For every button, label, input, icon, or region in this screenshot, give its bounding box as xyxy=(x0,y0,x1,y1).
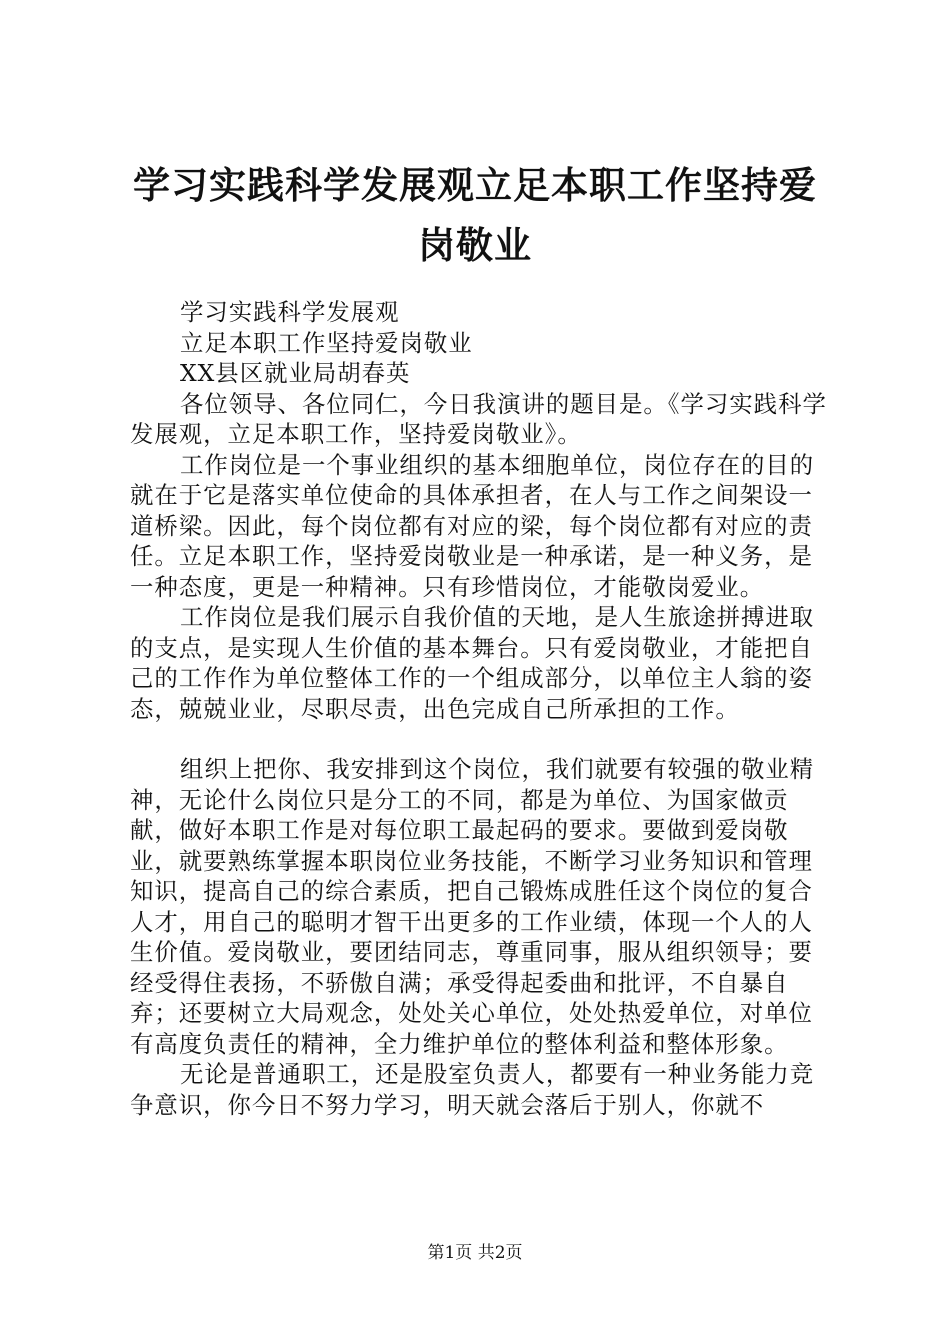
document-body xyxy=(130,297,830,1120)
header-line: 立足本职工作坚持爱岗敬业 xyxy=(180,328,473,357)
paragraph: 各位领导、各位同仁，今日我演讲的题目是。《学习实践科学发展观，立足本职工作，坚持爱岗敬业》。 xyxy=(130,389,827,448)
page-footer: 第1页 共2页 xyxy=(427,1243,523,1263)
document-title: 学习实践科学发展观立足本职工作坚持爱岗敬业 xyxy=(133,163,817,267)
paragraph: 无论是普通职工，还是股室负责人，都要有一种业务能力竞争意识，你今日不努力学习，明天就会落后于别人，你就不 xyxy=(130,1060,815,1119)
paragraph: 工作岗位是一个事业组织的基本细胞单位，岗位存在的目的就在于它是落实单位使命的具体承担者，在人与工作之间架设一道桥梁。因此，每个岗位都有对应的梁，每个岗位都有对应的责任。立足本职工作，坚持爱岗敬业是一种承诺，是一种义务，是一种态度，更是一种精神。只有珍惜岗位，才能敬岗爱业。 xyxy=(130,450,815,601)
paragraph: 组织上把你、我安排到这个岗位，我们就要有较强的敬业精神，无论什么岗位只是分工的不同，都是为单位、为国家做贡献，做好本职工作是对每位职工最起码的要求。要做到爱岗敬业，就要熟练掌握本职岗位业务技能，不断学习业务知识和管理知识，提高自己的综合素质，把自己锻炼成胜任这个岗位的复合人才，用自己的聪明才智干出更多的工作业绩，体现一个人的人生价值。爱岗敬业，要团结同志，尊重同事，服从组织领导；要经受得住表扬，不骄傲自满；承受得起委曲和批评，不自暴自弃；还要树立大局观念，处处关心单位，处处热爱单位，对单位有高度负责任的精神，全力维护单位的整体利益和整体形象。 xyxy=(130,755,815,1058)
paragraph: 工作岗位是我们展示自我价值的天地，是人生旅途拼搏进取的支点，是实现人生价值的基本舞台。只有爱岗敬业，才能把自己的工作作为单位整体工作的一个组成部分，以单位主人翁的姿态，兢兢业业，尽职尽责，出色完成自己所承担的工作。 xyxy=(130,603,815,723)
header-line: 学习实践科学发展观 xyxy=(180,298,400,326)
paragraph-gap xyxy=(130,724,830,754)
header-line: XX县区就业局胡春英 xyxy=(180,359,411,387)
